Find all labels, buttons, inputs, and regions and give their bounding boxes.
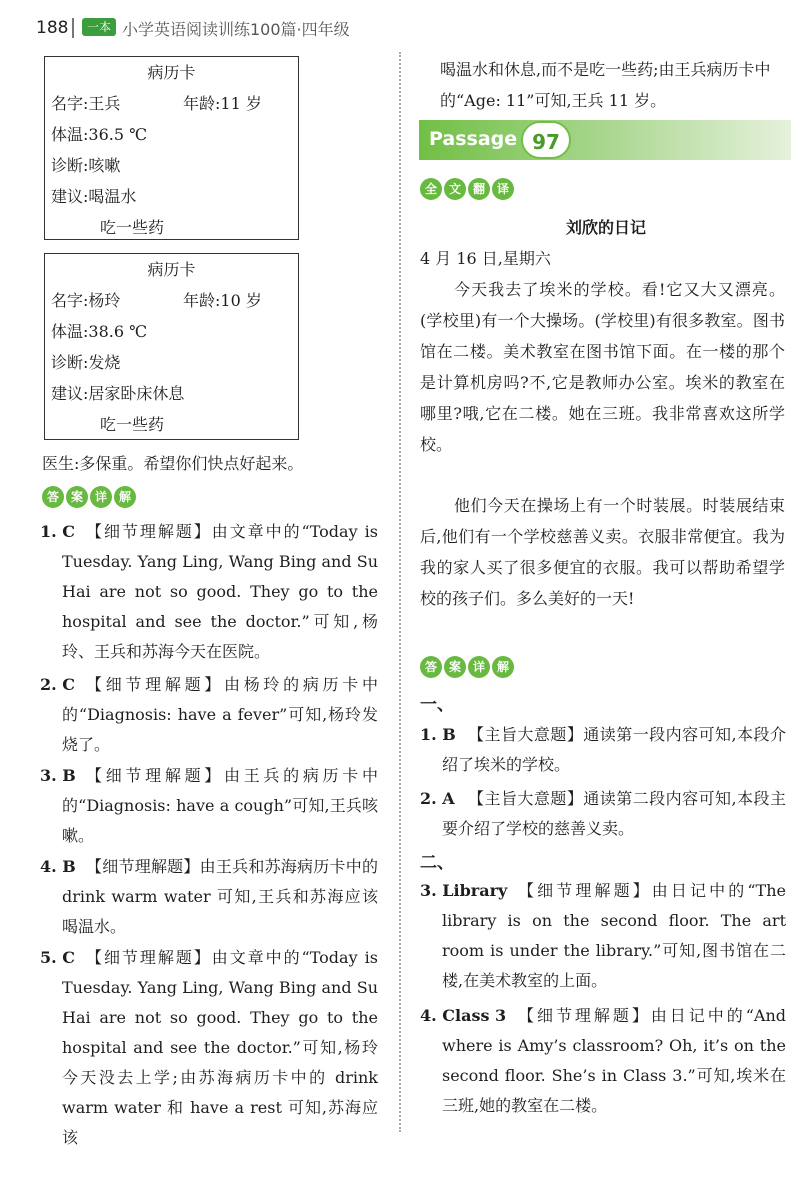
badge-char: 译 (492, 178, 514, 200)
passage-banner (419, 120, 791, 160)
card-diagnosis: 诊断:咳嗽 (51, 156, 121, 175)
badge-char: 详 (90, 486, 112, 508)
answer-number: 3. B (40, 766, 76, 785)
card-name-age-row (45, 88, 298, 119)
card-title: 病历卡 (147, 260, 196, 279)
answer-item (40, 761, 378, 851)
medical-card-yang-ling (44, 253, 299, 440)
answer-text: 【细节理解题】由王兵的病历卡中的“Diagnosis: have a cough”可知,王兵咳嗽。 (62, 766, 378, 845)
answer-item (420, 876, 786, 996)
badge-char: 文 (444, 178, 466, 200)
page-number: 188 (36, 18, 69, 38)
card-advice-extra: 吃一些药 (100, 218, 165, 237)
answer-number: 3. Library (420, 881, 508, 900)
badge-char: 答 (42, 486, 64, 508)
answer-item (40, 517, 378, 667)
section-two-heading: 二、 (420, 853, 454, 873)
diary-title: 刘欣的日记 (565, 218, 646, 237)
passage-number: 97 (521, 121, 571, 159)
answer-badge-right (420, 656, 514, 678)
diary-paragraph-1: 今天我去了埃米的学校。看!它又大又漂亮。(学校里)有一个大操场。(学校里)有很多教室。图书馆在二楼。美术教室在图书馆下面。在一楼的那个是计算机房吗?不,它是教师办公室。埃米的教室在哪里?哦,它在二楼。她在三班。我非常喜欢这所学校。 (420, 280, 785, 454)
answer-text: 【细节理解题】由王兵和苏海病历卡中的 drink warm water 可知,王兵和苏海应该喝温水。 (62, 857, 378, 936)
answer-text: 【主旨大意题】通读第二段内容可知,本段主要介绍了学校的慈善义卖。 (442, 789, 786, 838)
answer-text: 【细节理解题】由文章中的“Today is Tuesday. Yang Ling, Wang Bing and Su Hai are not so good. They go to the hospital and see the doctor.”可知,杨玲、王兵和苏海今天在医院。 (62, 522, 378, 661)
card-title: 病历卡 (147, 63, 196, 82)
answer-text: 【细节理解题】由日记中的“And where is Amy’s classroom? Oh, it’s on the second floor. She’s in Class 3.”可知,埃米在三班,她的教室在二楼。 (442, 1006, 786, 1115)
answer-text: 【主旨大意题】通读第一段内容可知,本段介绍了埃米的学校。 (442, 725, 786, 774)
doctor-note: 医生:多保重。希望你们快点好起来。 (42, 454, 304, 473)
answer-number: 1. B (420, 725, 456, 744)
diary-date: 4 月 16 日,星期六 (420, 249, 551, 268)
answer-continuation: 喝温水和休息,而不是吃一些药;由王兵病历卡中的“Age: 11”可知,王兵 11 岁。 (440, 60, 771, 110)
column-divider (399, 52, 401, 1132)
badge-char: 案 (444, 656, 466, 678)
answer-text: 【细节理解题】由日记中的“The library is on the second floor. The art room is under the library.”可知,图书馆在二楼,在美术教室的上面。 (442, 881, 786, 990)
card-advice: 建议:居家卧床休息 (51, 384, 185, 403)
badge-char: 答 (420, 656, 442, 678)
brand-logo: 一本 (82, 18, 116, 36)
passage-label: Passage (429, 128, 518, 150)
card-age: 年龄:11 岁 (183, 94, 262, 113)
card-age: 年龄:10 岁 (183, 291, 262, 310)
answer-number: 2. A (420, 789, 455, 808)
card-name-age-row (45, 285, 298, 316)
card-name: 名字:王兵 (51, 94, 121, 113)
card-diagnosis: 诊断:发烧 (51, 353, 121, 372)
card-temperature: 体温:38.6 ℃ (51, 322, 148, 341)
card-advice: 建议:喝温水 (51, 187, 137, 206)
answer-item (40, 943, 378, 1153)
answer-text: 【细节理解题】由文章中的“Today is Tuesday. Yang Ling, Wang Bing and Su Hai are not so good. They go to the hospital and see the doctor.”可知,杨玲今天没去上学;由苏海病历卡中的 drink warm water 和 have a rest 可知,苏海应该 (62, 948, 378, 1147)
answer-item (420, 1001, 786, 1121)
answer-item (420, 720, 786, 780)
card-advice-extra: 吃一些药 (100, 415, 165, 434)
badge-char: 解 (114, 486, 136, 508)
translation-badge (420, 178, 514, 200)
book-title: 小学英语阅读训练100篇·四年级 (122, 20, 350, 39)
section-one-heading: 一、 (420, 695, 454, 715)
badge-char: 详 (468, 656, 490, 678)
answer-number: 5. C (40, 948, 76, 967)
badge-char: 翻 (468, 178, 490, 200)
badge-char: 案 (66, 486, 88, 508)
answer-item (40, 852, 378, 942)
answer-number: 2. C (40, 675, 76, 694)
header-separator (72, 18, 74, 38)
card-name: 名字:杨玲 (51, 291, 121, 310)
answer-badge-left (42, 486, 136, 508)
answer-number: 4. Class 3 (420, 1006, 507, 1025)
card-temperature: 体温:36.5 ℃ (51, 125, 148, 144)
medical-card-wang-bing (44, 56, 299, 240)
answer-item (40, 670, 378, 760)
badge-char: 解 (492, 656, 514, 678)
answer-number: 1. C (40, 522, 76, 541)
diary-paragraph-2: 他们今天在操场上有一个时装展。时装展结束后,他们有一个学校慈善义卖。衣服非常便宜。我为我的家人买了很多便宜的衣服。我可以帮助希望学校的孩子们。多么美好的一天! (420, 496, 785, 608)
badge-char: 全 (420, 178, 442, 200)
answer-item (420, 784, 786, 844)
answer-number: 4. B (40, 857, 76, 876)
answer-text: 【细节理解题】由杨玲的病历卡中的“Diagnosis: have a fever”可知,杨玲发烧了。 (62, 675, 378, 754)
page-header (0, 8, 800, 48)
